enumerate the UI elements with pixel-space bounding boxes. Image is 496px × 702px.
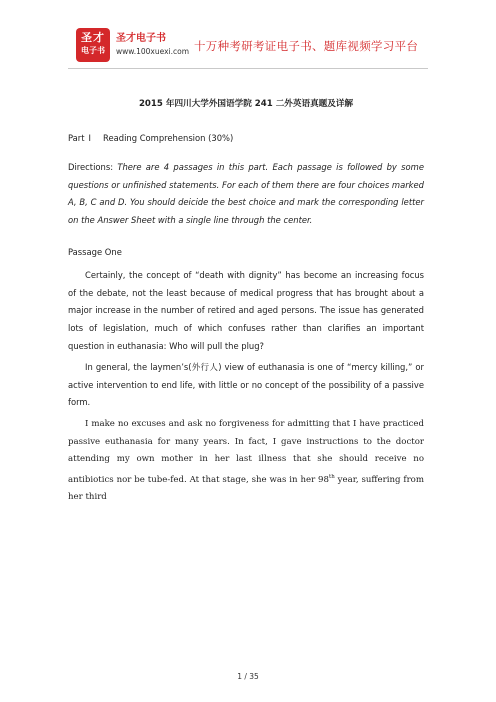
paragraph-3-text: I make no excuses and ask no forgiveness for admitting that I have practiced passive euthanasia for many years. In fact, I gave instructions to the doctor attending my own mother in her last illness that she should receive no antibiotics nor be tube-fed. At that stage, she was in her 98 <box>68 418 424 485</box>
logo-text-top: 圣才 <box>81 31 105 44</box>
ordinal-suffix: th <box>329 473 335 480</box>
brand-url: www.100xuexi.com <box>116 47 190 56</box>
paragraph-1: Certainly, the concept of “death with dignity” has become an increasing focus of the debate, not the least because of medical progress that has brought about a major increase in the number of retired and aged persons. The issue has generated lots of legislation, much of which confuses rather than clarifies an important question in euthanasia: Who will pull the plug? <box>68 270 424 351</box>
part-number: I <box>88 132 92 143</box>
document-title: 2015 年四川大学外国语学院 241 二外英语真题及详解 <box>138 99 354 109</box>
part-label: Part <box>68 132 85 143</box>
header-slogan: 十万种考研考证电子书、题库视频学习平台 <box>194 39 419 53</box>
passage-title: Passage One <box>68 246 122 257</box>
directions-lead: Directions: <box>68 162 114 173</box>
paragraph-3-tail: year, suffering from her third <box>68 474 424 503</box>
directions-text: There are 4 passages in this part. Each passage is followed by some questions or unfinished statements. For each of them there are four choices marked A, B, C and D. You should deicide the best choice and mark the corresponding letter on the Answer Sheet with a single line through the center. <box>68 162 424 225</box>
paragraph-2: In general, the laymen’s(外行人) view of euthanasia is one of “mercy killing,” or active intervention to end life, with little or no concept of the possibility of a passive form. <box>68 362 424 408</box>
header-divider <box>68 68 428 69</box>
paragraph-3 <box>68 416 424 507</box>
directions <box>68 159 424 229</box>
page-header <box>76 28 424 64</box>
part-heading <box>68 130 424 148</box>
page-number: 1 / 35 <box>237 672 259 681</box>
document-body <box>68 96 424 511</box>
brand-name: 圣才电子书 <box>116 33 166 44</box>
brand-logo <box>76 28 110 62</box>
part-title: Reading Comprehension (30%) <box>103 132 234 143</box>
logo-text-bottom: 电子书 <box>81 46 105 55</box>
